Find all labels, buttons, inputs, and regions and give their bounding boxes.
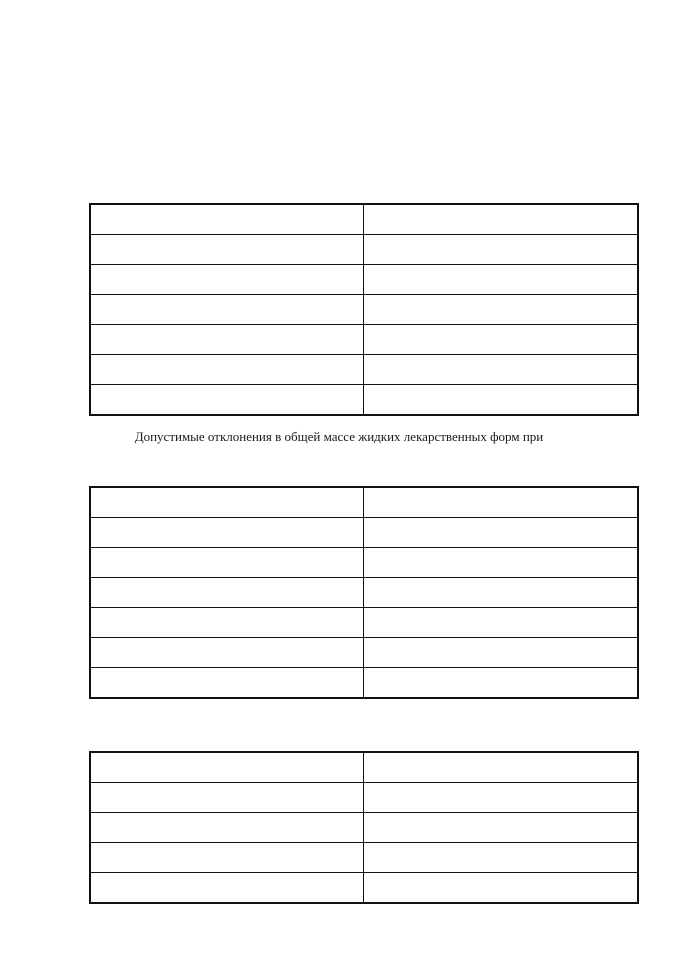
- table-cell: [364, 843, 639, 873]
- table-cell: [90, 487, 364, 518]
- table-cell: [90, 873, 364, 904]
- table-cell: [364, 355, 639, 385]
- table-cell: [364, 235, 639, 265]
- table-cell: [90, 813, 364, 843]
- table-cell: [90, 608, 364, 638]
- table-cell: [364, 638, 639, 668]
- table-row: [90, 668, 638, 699]
- table-cell: [90, 638, 364, 668]
- empty-table-1: [89, 203, 639, 416]
- empty-table-2: [89, 486, 639, 699]
- table-cell: [90, 752, 364, 783]
- table-row: [90, 204, 638, 235]
- table-row: [90, 487, 638, 518]
- table-cell: [364, 204, 639, 235]
- table-cell: [90, 578, 364, 608]
- table-cell: [90, 235, 364, 265]
- table-cell: [90, 385, 364, 416]
- table-cell: [90, 668, 364, 699]
- table-row: [90, 578, 638, 608]
- table-row: [90, 783, 638, 813]
- table-cell: [364, 873, 639, 904]
- table-row: [90, 265, 638, 295]
- table-row: [90, 608, 638, 638]
- table-cell: [90, 548, 364, 578]
- table-cell: [364, 608, 639, 638]
- table-row: [90, 235, 638, 265]
- table-caption: Допустимые отклонения в общей массе жидких лекарственных форм при: [134, 429, 544, 444]
- table-row: [90, 325, 638, 355]
- table-row: [90, 548, 638, 578]
- table-row: [90, 518, 638, 548]
- table-cell: [364, 548, 639, 578]
- table-cell: [364, 752, 639, 783]
- table-cell: [364, 668, 639, 699]
- table-cell: [364, 518, 639, 548]
- table-row: [90, 638, 638, 668]
- table-cell: [364, 783, 639, 813]
- table-cell: [90, 355, 364, 385]
- table-row: [90, 295, 638, 325]
- table-row: [90, 355, 638, 385]
- table-cell: [364, 325, 639, 355]
- table-cell: [90, 295, 364, 325]
- table-cell: [364, 265, 639, 295]
- table-cell: [90, 204, 364, 235]
- table-cell: [364, 813, 639, 843]
- table-row: [90, 873, 638, 904]
- table-row: [90, 385, 638, 416]
- table-row: [90, 752, 638, 783]
- table-cell: [364, 385, 639, 416]
- table-cell: [90, 325, 364, 355]
- table-cell: [90, 843, 364, 873]
- table-row: [90, 843, 638, 873]
- table-cell: [90, 518, 364, 548]
- table-row: [90, 813, 638, 843]
- table-cell: [90, 783, 364, 813]
- table-cell: [364, 578, 639, 608]
- table-cell: [364, 295, 639, 325]
- table-cell: [364, 487, 639, 518]
- table-cell: [90, 265, 364, 295]
- empty-table-3: [89, 751, 639, 904]
